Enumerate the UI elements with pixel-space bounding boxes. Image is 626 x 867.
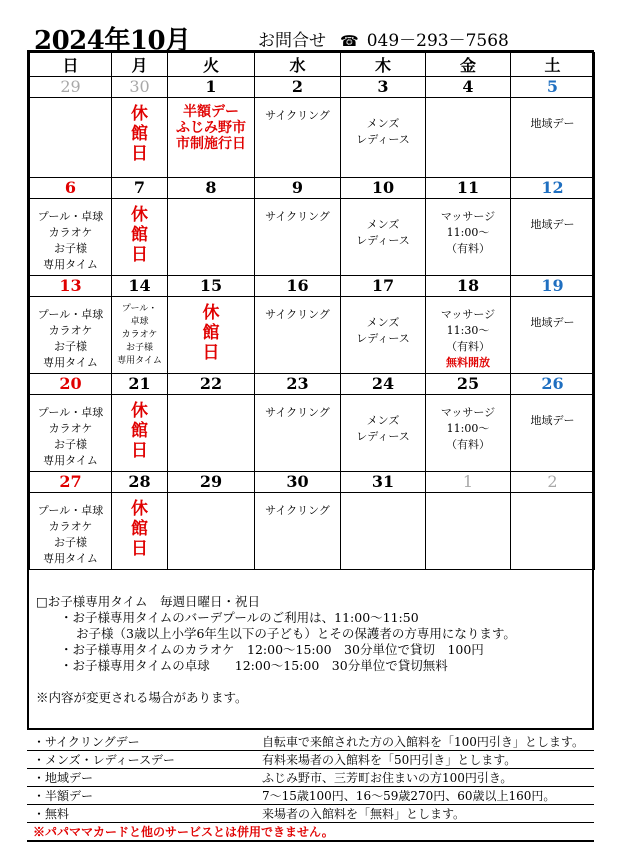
day-cell <box>112 98 168 178</box>
event-line: プール・卓球 <box>37 308 104 321</box>
legend-key: ・サイクリングデー <box>27 733 258 751</box>
day-events <box>341 199 425 249</box>
event-line: カラオケ <box>48 324 93 337</box>
legend-value: 7～15歳100円、16～59歳270円、60歳以上160円。 <box>258 787 594 805</box>
note-line: ・お子様専用タイムのカラオケ 12:00～15:00 30分単位で貸切 100円 <box>60 642 484 657</box>
weekday-tue: 火 <box>168 53 255 77</box>
date-number: 25 <box>426 374 511 395</box>
day-cell <box>30 199 112 276</box>
day-cell <box>168 199 255 276</box>
event-line: ふじみ野市 <box>176 120 246 136</box>
event-line: プール・卓球 <box>37 406 104 419</box>
event-line: 日 <box>131 441 148 461</box>
day-events <box>30 395 111 469</box>
event-row <box>30 297 595 374</box>
event-line: サイクリング <box>265 406 330 419</box>
event-line: プール・ <box>121 304 158 314</box>
event-line: 館 <box>131 519 148 539</box>
event-line: 休 <box>131 104 148 124</box>
legend-key: ・メンズ・レディースデー <box>27 751 258 769</box>
day-events <box>30 297 111 371</box>
day-events <box>168 98 254 152</box>
date-number: 23 <box>255 374 341 395</box>
event-line: （有料） <box>446 438 490 451</box>
note-line: □お子様専用タイム 毎週日曜日・祝日 <box>36 594 261 609</box>
date-number: 15 <box>168 276 255 297</box>
legend-key: ・半額デー <box>27 787 258 805</box>
legend-key: ・地域デー <box>27 769 258 787</box>
day-events <box>255 98 340 124</box>
event-line: マッサージ <box>440 210 496 223</box>
day-cell <box>426 395 511 472</box>
date-number: 18 <box>426 276 511 297</box>
day-cell <box>426 493 511 570</box>
day-cell <box>30 297 112 374</box>
day-cell <box>255 395 341 472</box>
legend-row <box>27 751 594 769</box>
date-number: 26 <box>511 374 595 395</box>
notes <box>36 594 586 706</box>
date-number: 20 <box>30 374 112 395</box>
event-line: メンズ <box>366 316 400 329</box>
date-number: 21 <box>112 374 168 395</box>
event-line: 日 <box>131 245 148 265</box>
date-number: 12 <box>511 178 595 199</box>
date-number: 10 <box>341 178 426 199</box>
event-line: 半額デー <box>183 104 239 120</box>
weekday-thu: 木 <box>341 53 426 77</box>
day-cell <box>168 297 255 374</box>
date-number: 19 <box>511 276 595 297</box>
event-line: サイクリング <box>265 210 330 223</box>
day-cell <box>341 493 426 570</box>
day-events <box>255 493 340 519</box>
date-number: 3 <box>341 77 426 98</box>
date-number: 30 <box>112 77 168 98</box>
legend-value: 有料来場者の入館料を「50円引き」とします。 <box>258 751 594 769</box>
day-events <box>30 493 111 567</box>
contact-line <box>258 26 509 51</box>
event-row <box>30 395 595 472</box>
legend-value: ふじみ野市、三芳町お住まいの方100円引き。 <box>258 769 594 787</box>
day-cell <box>341 98 426 178</box>
day-events <box>112 395 167 461</box>
date-number: 4 <box>426 77 511 98</box>
date-number: 27 <box>30 472 112 493</box>
legend-value: 自転車で来館された方の入館料を「100円引き」とします。 <box>258 733 594 751</box>
event-line: 専用タイム <box>43 356 98 369</box>
event-line: 地域デー <box>530 117 575 130</box>
day-cell <box>511 493 595 570</box>
day-events <box>168 297 254 363</box>
day-cell <box>112 297 168 374</box>
date-number: 1 <box>426 472 511 493</box>
day-events <box>426 297 510 371</box>
event-line: 卓球 <box>130 317 149 327</box>
day-cell <box>341 297 426 374</box>
event-line: 11:00～ <box>446 226 490 239</box>
weekday-wed: 水 <box>255 53 341 77</box>
weekday-fri: 金 <box>426 53 511 77</box>
legend-table <box>27 733 594 842</box>
event-line: 日 <box>131 144 148 164</box>
day-events <box>511 297 594 331</box>
legend-row <box>27 733 594 751</box>
event-line: カラオケ <box>48 226 93 239</box>
event-line: カラオケ <box>48 520 93 533</box>
day-cell <box>168 395 255 472</box>
event-line: 地域デー <box>530 316 575 329</box>
day-events <box>30 199 111 273</box>
legend-row <box>27 787 594 805</box>
event-line: マッサージ <box>440 308 496 321</box>
note-line: ・お子様専用タイムのバーデプールのご利用は、11:00～11:50 <box>60 610 419 625</box>
event-line: 日 <box>202 343 220 363</box>
day-events <box>112 297 167 368</box>
day-events <box>426 199 510 257</box>
event-row <box>30 199 595 276</box>
event-line: カラオケ <box>48 422 93 435</box>
day-cell <box>511 395 595 472</box>
date-number: 5 <box>511 77 595 98</box>
event-line: 専用タイム <box>43 258 98 271</box>
day-cell <box>341 395 426 472</box>
date-number: 2 <box>511 472 595 493</box>
date-number: 29 <box>30 77 112 98</box>
weekday-sun: 日 <box>30 53 112 77</box>
event-line: 専用タイム <box>43 454 98 467</box>
event-line: 地域デー <box>530 218 575 231</box>
warning-text: ※パパママカードと他のサービスとは併用できません。 <box>27 823 594 842</box>
day-cell <box>112 493 168 570</box>
date-row <box>30 276 595 297</box>
event-line: プール・卓球 <box>37 210 104 223</box>
date-number: 24 <box>341 374 426 395</box>
event-line: カラオケ <box>121 330 158 340</box>
date-number: 1 <box>168 77 255 98</box>
weekday-sat: 土 <box>511 53 595 77</box>
day-events <box>341 395 425 445</box>
event-line: お子様 <box>54 438 87 451</box>
legend-warning-row <box>27 823 594 842</box>
phone-number: 049－293－7568 <box>366 31 509 51</box>
day-events <box>255 297 340 323</box>
day-events <box>511 199 594 233</box>
note-line: お子様（3歳以上小学6年生以下の子ども）とその保護者の方専用になります。 <box>76 626 516 641</box>
day-events <box>341 98 425 148</box>
legend-row <box>27 805 594 823</box>
event-line: 休 <box>131 205 148 225</box>
event-line: 館 <box>131 124 148 144</box>
day-cell <box>112 395 168 472</box>
event-line: 休 <box>131 499 148 519</box>
event-line: レディース <box>356 133 410 146</box>
event-line: レディース <box>356 430 410 443</box>
day-cell <box>112 199 168 276</box>
date-number: 30 <box>255 472 341 493</box>
day-cell <box>426 98 511 178</box>
day-cell <box>168 98 255 178</box>
event-line: （有料） <box>446 242 490 255</box>
event-line: サイクリング <box>265 308 330 321</box>
event-line: 無料開放 <box>446 356 490 369</box>
page-title: 2024年10月 <box>34 26 191 56</box>
day-cell <box>255 98 341 178</box>
day-events <box>112 493 167 559</box>
event-line: お子様 <box>54 242 87 255</box>
day-cell <box>30 493 112 570</box>
event-line: メンズ <box>366 218 400 231</box>
event-line: マッサージ <box>440 406 496 419</box>
event-line: 11:00～ <box>446 422 490 435</box>
event-line: 休 <box>202 303 220 323</box>
event-line: 11:30～ <box>446 324 490 337</box>
event-line: サイクリング <box>265 109 330 122</box>
event-line: レディース <box>356 234 410 247</box>
date-number: 7 <box>112 178 168 199</box>
phone-icon: ☎ <box>340 32 359 50</box>
event-line: サイクリング <box>265 504 330 517</box>
day-cell <box>511 98 595 178</box>
date-number: 6 <box>30 178 112 199</box>
event-line: 日 <box>131 539 148 559</box>
event-line: 地域デー <box>530 414 575 427</box>
day-events <box>112 199 167 265</box>
date-number: 16 <box>255 276 341 297</box>
event-line: お子様 <box>54 536 87 549</box>
legend-key: ・無料 <box>27 805 258 823</box>
legend-value: 来場者の入館料を「無料」とします。 <box>258 805 594 823</box>
day-cell <box>511 199 595 276</box>
date-number: 9 <box>255 178 341 199</box>
event-line: 市制施行日 <box>176 136 246 152</box>
event-line: メンズ <box>366 117 400 130</box>
event-line: メンズ <box>366 414 400 427</box>
event-line: 館 <box>202 323 220 343</box>
date-number: 29 <box>168 472 255 493</box>
day-events <box>255 199 340 225</box>
date-row <box>30 77 595 98</box>
day-events <box>511 98 594 132</box>
day-cell <box>341 199 426 276</box>
event-line: 専用タイム <box>117 356 162 366</box>
date-row <box>30 374 595 395</box>
day-events <box>511 395 594 429</box>
date-number: 2 <box>255 77 341 98</box>
event-line: 休 <box>131 401 148 421</box>
event-row <box>30 493 595 570</box>
day-cell <box>255 493 341 570</box>
event-line: 館 <box>131 225 148 245</box>
event-line: 館 <box>131 421 148 441</box>
date-number: 31 <box>341 472 426 493</box>
day-events <box>341 297 425 347</box>
date-number: 13 <box>30 276 112 297</box>
contact-label: お問合せ <box>258 31 326 51</box>
event-line: （有料） <box>446 340 490 353</box>
weekday-mon: 月 <box>112 53 168 77</box>
date-row <box>30 178 595 199</box>
date-number: 14 <box>112 276 168 297</box>
event-line: お子様 <box>125 343 153 353</box>
weekday-header-row <box>30 53 595 77</box>
note-line: ※内容が変更される場合があります。 <box>36 690 248 705</box>
note-line: ・お子様専用タイムの卓球 12:00～15:00 30分単位で貸切無料 <box>60 658 448 673</box>
date-number: 22 <box>168 374 255 395</box>
event-line: お子様 <box>54 340 87 353</box>
day-cell <box>30 395 112 472</box>
event-line: 専用タイム <box>43 552 98 565</box>
day-cell <box>426 199 511 276</box>
calendar-grid <box>29 52 595 570</box>
day-cell <box>426 297 511 374</box>
day-cell <box>511 297 595 374</box>
day-cell <box>255 297 341 374</box>
day-cell <box>30 98 112 178</box>
event-row <box>30 98 595 178</box>
date-number: 28 <box>112 472 168 493</box>
date-number: 11 <box>426 178 511 199</box>
day-events <box>112 98 167 164</box>
date-row <box>30 472 595 493</box>
event-line: プール・卓球 <box>37 504 104 517</box>
day-cell <box>168 493 255 570</box>
day-cell <box>255 199 341 276</box>
day-events <box>426 395 510 453</box>
legend-row <box>27 769 594 787</box>
date-number: 8 <box>168 178 255 199</box>
date-number: 17 <box>341 276 426 297</box>
day-events <box>255 395 340 421</box>
event-line: レディース <box>356 332 410 345</box>
